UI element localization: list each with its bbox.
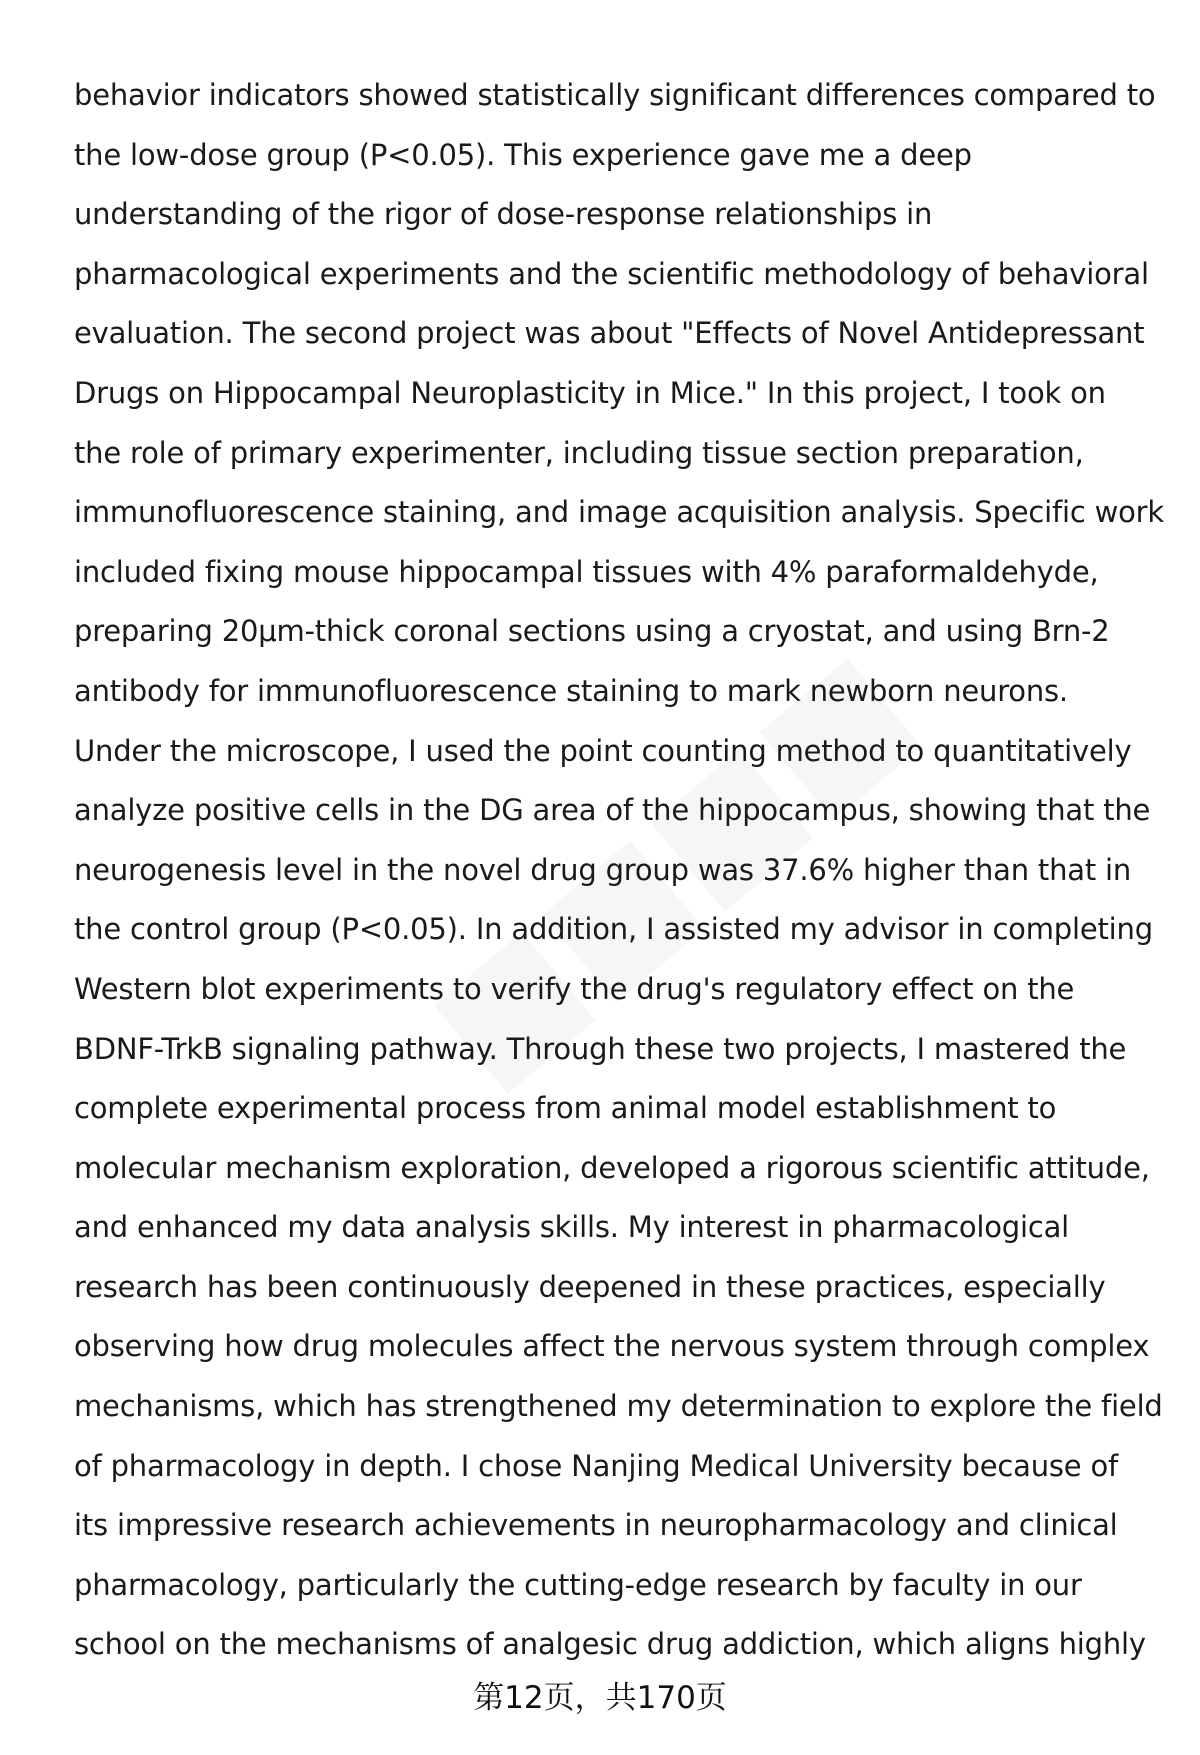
text-line: school on the mechanisms of analgesic drug addiction, which aligns highly — [74, 1627, 1146, 1662]
text-line: the low-dose group (P<0.05). This experience gave me a deep — [74, 137, 972, 172]
text-line: preparing 20μm-thick coronal sections using a cryostat, and using Brn-2 — [74, 614, 1110, 649]
text-line: the control group (P<0.05). In addition, I assisted my advisor in completing — [74, 912, 1153, 947]
text-line: evaluation. The second project was about "Effects of Novel Antidepressant — [74, 316, 1145, 351]
text-line: molecular mechanism exploration, developed a rigorous scientific attitude, — [74, 1150, 1150, 1185]
text-line: antibody for immunofluorescence staining to mark newborn neurons. — [74, 673, 1068, 708]
text-line: pharmacology, particularly the cutting-edge research by faculty in our — [74, 1567, 1082, 1602]
text-line: analyze positive cells in the DG area of the hippocampus, showing that the — [74, 793, 1151, 828]
text-line: mechanisms, which has strengthened my determination to explore the field — [74, 1389, 1163, 1424]
text-line: of pharmacology in depth. I chose Nanjing Medical University because of — [74, 1448, 1119, 1483]
text-line: included fixing mouse hippocampal tissues with 4% paraformaldehyde, — [74, 554, 1099, 589]
text-line: Drugs on Hippocampal Neuroplasticity in Mice." In this project, I took on — [74, 375, 1106, 410]
text-line: Under the microscope, I used the point counting method to quantitatively — [74, 733, 1132, 768]
text-line: immunofluorescence staining, and image acquisition analysis. Specific work — [74, 495, 1164, 530]
text-line: neurogenesis level in the novel drug group was 37.6% higher than that in — [74, 852, 1132, 887]
text-line: its impressive research achievements in neuropharmacology and clinical — [74, 1508, 1118, 1543]
text-line: understanding of the rigor of dose-response relationships in — [74, 197, 933, 232]
text-line: Western blot experiments to verify the drug's regulatory effect on the — [74, 971, 1075, 1006]
text-line: the role of primary experimenter, including tissue section preparation, — [74, 435, 1084, 470]
page-number: 第12页，共170页 — [473, 1680, 727, 1716]
text-line: BDNF-TrkB signaling pathway. Through these two projects, I mastered the — [74, 1031, 1127, 1066]
text-line: observing how drug molecules affect the nervous system through complex — [74, 1329, 1150, 1364]
text-line: pharmacological experiments and the scientific methodology of behavioral — [74, 256, 1149, 291]
body-text — [74, 66, 1164, 1675]
text-line: research has been continuously deepened in these practices, especially — [74, 1269, 1106, 1304]
text-line: behavior indicators showed statistically significant differences compared to — [74, 78, 1156, 112]
text-line: and enhanced my data analysis skills. My interest in pharmacological — [74, 1210, 1070, 1245]
text-line: complete experimental process from animal model establishment to — [74, 1091, 1057, 1126]
